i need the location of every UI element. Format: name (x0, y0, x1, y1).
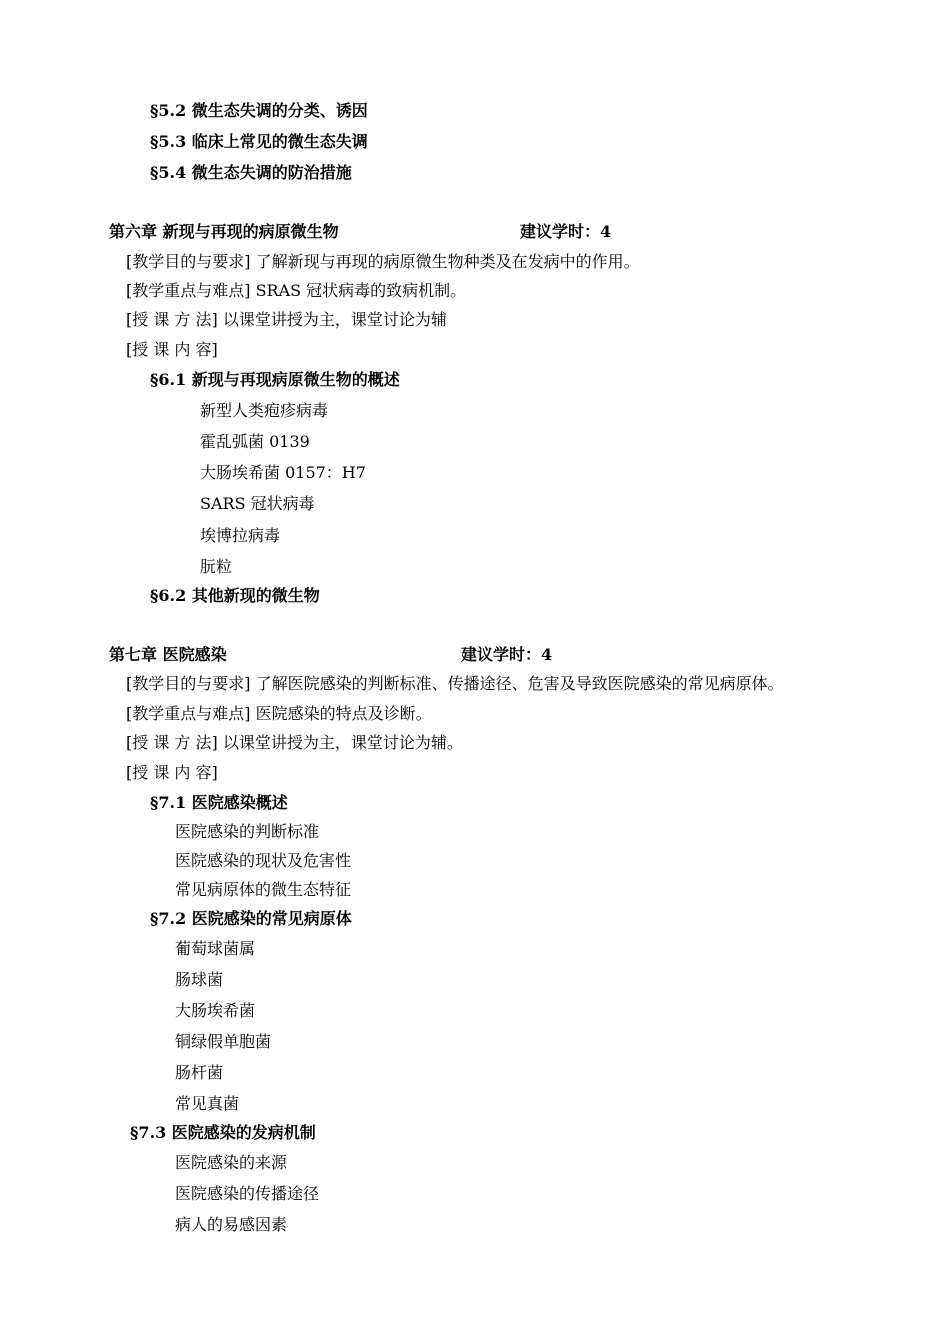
section-5-2-heading: §5.2 微生态失调的分类、诱因 (150, 101, 368, 120)
section-7-2-heading: §7.2 医院感染的常见病原体 (150, 909, 352, 928)
chapter-7-key-points: [教学重点与难点] 医院感染的特点及诊断。 (126, 704, 432, 723)
section-5-3-heading: §5.3 临床上常见的微生态失调 (150, 132, 368, 151)
list-item: SARS 冠状病毒 (200, 494, 315, 513)
section-6-2-heading: §6.2 其他新现的微生物 (150, 586, 320, 605)
list-item: 医院感染的传播途径 (175, 1184, 320, 1203)
list-item: 大肠埃希菌 (175, 1001, 256, 1020)
list-item: 医院感染的来源 (175, 1153, 288, 1172)
section-6-1-heading: §6.1 新现与再现病原微生物的概述 (150, 370, 400, 389)
chapter-7-content-label: [授 课 内 容] (126, 763, 218, 782)
chapter-7-hours: 建议学时：4 (461, 645, 553, 664)
chapter-7-method: [授 课 方 法] 以课堂讲授为主，课堂讨论为辅。 (126, 733, 463, 752)
list-item: 朊粒 (200, 557, 233, 576)
chapter-6-hours: 建议学时：4 (520, 222, 612, 241)
list-item: 葡萄球菌属 (175, 939, 256, 958)
section-7-1-heading: §7.1 医院感染概述 (150, 793, 288, 812)
chapter-6-method: [授 课 方 法] 以课堂讲授为主，课堂讨论为辅 (126, 310, 447, 329)
list-item: 肠球菌 (175, 970, 224, 989)
list-item: 新型人类疱疹病毒 (200, 401, 329, 420)
chapter-7-title: 第七章 医院感染 (109, 645, 227, 664)
list-item: 铜绿假单胞菌 (175, 1032, 272, 1051)
list-item: 病人的易感因素 (175, 1215, 288, 1234)
list-item: 医院感染的现状及危害性 (175, 851, 352, 870)
list-item: 大肠埃希菌 0157：H7 (200, 463, 366, 482)
chapter-7-goal: [教学目的与要求] 了解医院感染的判断标准、传播途径、危害及导致医院感染的常见病原体。 (126, 674, 784, 693)
list-item: 常见病原体的微生态特征 (175, 880, 352, 899)
list-item: 常见真菌 (175, 1094, 240, 1113)
section-7-3-heading: §7.3 医院感染的发病机制 (130, 1123, 316, 1142)
list-item: 医院感染的判断标准 (175, 822, 320, 841)
section-5-4-heading: §5.4 微生态失调的防治措施 (150, 163, 352, 182)
list-item: 埃博拉病毒 (200, 526, 281, 545)
list-item: 肠杆菌 (175, 1063, 224, 1082)
list-item: 霍乱弧菌 0139 (200, 432, 310, 451)
chapter-6-key-points: [教学重点与难点] SRAS 冠状病毒的致病机制。 (126, 281, 467, 300)
chapter-6-title: 第六章 新现与再现的病原微生物 (109, 222, 339, 241)
chapter-6-content-label: [授 课 内 容] (126, 340, 218, 359)
chapter-6-goal: [教学目的与要求] 了解新现与再现的病原微生物种类及在发病中的作用。 (126, 252, 640, 271)
